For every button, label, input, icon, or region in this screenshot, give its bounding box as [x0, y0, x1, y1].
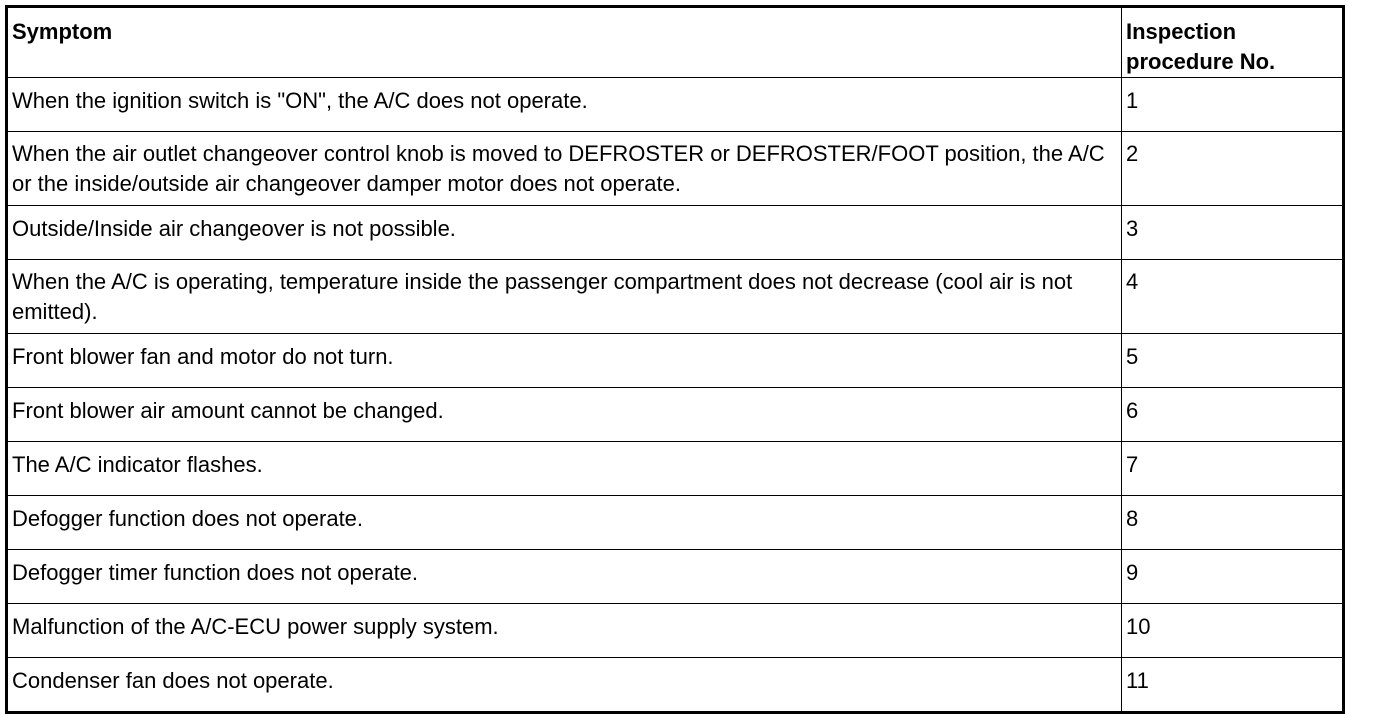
procedure-cell: 5 — [1122, 334, 1344, 388]
symptom-cell: Condenser fan does not operate. — [7, 658, 1122, 713]
table-row — [7, 206, 1344, 260]
symptom-cell: When the A/C is operating, temperature inside the passenger compartment does not decrease (cool air is not emitted). — [7, 260, 1122, 334]
procedure-cell: 6 — [1122, 388, 1344, 442]
procedure-cell: 3 — [1122, 206, 1344, 260]
procedure-cell: 4 — [1122, 260, 1344, 334]
procedure-cell: 8 — [1122, 496, 1344, 550]
symptom-cell: Defogger function does not operate. — [7, 496, 1122, 550]
procedure-cell: 11 — [1122, 658, 1344, 713]
table-row — [7, 604, 1344, 658]
symptom-cell: Malfunction of the A/C-ECU power supply system. — [7, 604, 1122, 658]
table-row — [7, 550, 1344, 604]
header-symptom: Symptom — [7, 7, 1122, 78]
procedure-cell: 9 — [1122, 550, 1344, 604]
symptom-cell: Front blower air amount cannot be changed. — [7, 388, 1122, 442]
header-inspection-procedure: Inspection procedure No. — [1122, 7, 1344, 78]
table-row — [7, 442, 1344, 496]
symptom-cell: When the ignition switch is "ON", the A/C does not operate. — [7, 78, 1122, 132]
table-row — [7, 658, 1344, 713]
symptom-cell: Outside/Inside air changeover is not possible. — [7, 206, 1122, 260]
table-row — [7, 496, 1344, 550]
procedure-cell: 1 — [1122, 78, 1344, 132]
table-row — [7, 132, 1344, 206]
table-row — [7, 78, 1344, 132]
procedure-cell: 2 — [1122, 132, 1344, 206]
symptom-cell: Front blower fan and motor do not turn. — [7, 334, 1122, 388]
table-header-row — [7, 7, 1344, 78]
symptom-table — [5, 5, 1345, 714]
table-row — [7, 388, 1344, 442]
procedure-cell: 10 — [1122, 604, 1344, 658]
symptom-cell: When the air outlet changeover control knob is moved to DEFROSTER or DEFROSTER/FOOT position, the A/C or the inside/outside air changeover damper motor does not operate. — [7, 132, 1122, 206]
symptom-cell: The A/C indicator flashes. — [7, 442, 1122, 496]
symptom-cell: Defogger timer function does not operate. — [7, 550, 1122, 604]
table-row — [7, 260, 1344, 334]
procedure-cell: 7 — [1122, 442, 1344, 496]
table-row — [7, 334, 1344, 388]
